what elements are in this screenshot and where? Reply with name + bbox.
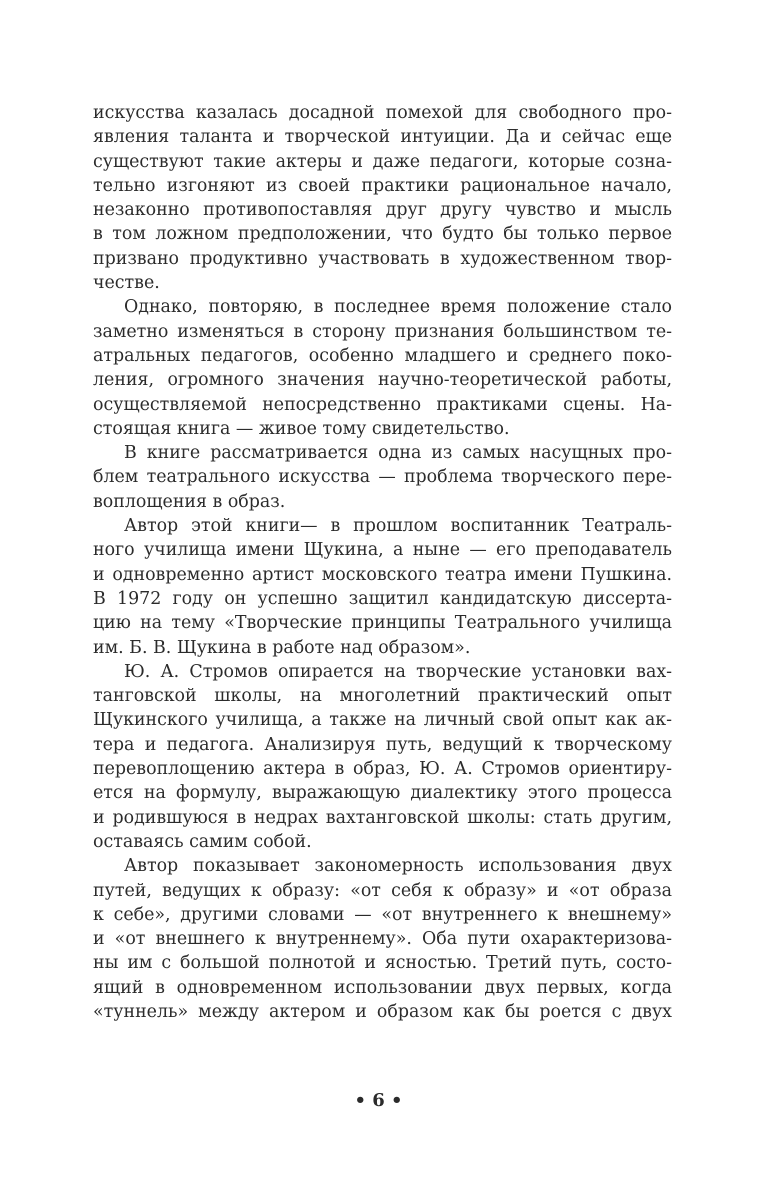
text-line: ящий в одновременном использовании двух первых, когда	[93, 977, 672, 998]
text-line: В 1972 году он успешно защитил кандидатскую диссерта-	[93, 588, 672, 609]
body-text	[93, 101, 672, 1024]
paragraph-5	[93, 660, 672, 854]
text-line: блем театрального искусства — проблема творческого пере-	[93, 467, 672, 488]
text-line: ного училища имени Щукина, а ныне — его преподаватель	[93, 540, 672, 561]
text-line: к себе», другими словами — «от внутреннего к внешнему»	[93, 904, 672, 925]
text-line: и «от внешнего к внутреннему». Оба пути охарактеризова-	[93, 929, 672, 950]
text-line: Щукинского училища, а также на личный свой опыт как ак-	[93, 710, 672, 731]
paragraph-2	[93, 295, 672, 441]
text-line: ны им с большой полнотой и ясностью. Третий путь, состо-	[93, 953, 672, 974]
text-line: цию на тему «Творческие принципы Театрального училища	[93, 613, 672, 634]
text-line: и одновременно артист московского театра имени Пушкина.	[93, 564, 672, 585]
text-line: Однако, повторяю, в последнее время положение стало	[124, 297, 672, 318]
text-line: ления, огромного значения научно-теоретической работы,	[93, 370, 672, 391]
text-line: заметно изменяться в сторону признания большинством те-	[93, 321, 672, 342]
text-line: Автор этой книги— в прошлом воспитанник Театраль-	[124, 516, 672, 537]
text-line: незаконно противопоставляя друг другу чувство и мысль	[93, 200, 672, 221]
text-line: воплощения в образ.	[93, 491, 286, 512]
text-line: путей, ведущих к образу: «от себя к образу» и «от образа	[93, 880, 672, 901]
paragraph-3	[93, 441, 672, 514]
text-line: оставаясь самим собой.	[93, 831, 312, 852]
text-line: тера и педагога. Анализируя путь, ведущий к творческому	[93, 734, 672, 755]
text-line: атральных педагогов, особенно младшего и среднего поко-	[93, 345, 672, 366]
paragraph-1	[93, 101, 672, 295]
text-line: «туннель» между актером и образом как бы роется с двух	[93, 1001, 672, 1022]
paragraph-6	[93, 854, 672, 1024]
text-line: и родившуюся в недрах вахтанговской школы: стать другим,	[93, 807, 672, 828]
page-number: • 6 •	[354, 1090, 403, 1111]
text-line: честве.	[93, 273, 160, 294]
text-line: В книге рассматривается одна из самых насущных про-	[124, 443, 672, 464]
paragraph-4	[93, 514, 672, 660]
text-line: Ю. А. Стромов опирается на творческие установки вах-	[124, 661, 672, 682]
text-line: перевоплощению актера в образ, Ю. А. Стромов ориентиру-	[93, 759, 672, 780]
text-line: танговской школы, на многолетний практический опыт	[93, 686, 672, 707]
text-line: в том ложном предположении, что будто бы только первое	[93, 224, 672, 245]
text-line: Автор показывает закономерность использования двух	[124, 856, 672, 877]
text-line: искусства казалась досадной помехой для свободного про-	[93, 103, 672, 123]
text-line: существуют такие актеры и даже педагоги, которые созна-	[93, 151, 672, 172]
text-line: призвано продуктивно участвовать в художественном твор-	[93, 248, 672, 269]
text-line: явления таланта и творческой интуиции. Да и сейчас еще	[93, 127, 672, 148]
text-line: осуществляемой непосредственно практиками сцены. На-	[93, 394, 672, 415]
text-line: ется на формулу, выражающую диалектику этого процесса	[93, 783, 672, 804]
text-line: тельно изгоняют из своей практики рациональное начало,	[93, 175, 672, 196]
text-line: стоящая книга — живое тому свидетельство.	[93, 418, 510, 439]
text-line: им. Б. В. Щукина в работе над образом».	[93, 637, 471, 658]
